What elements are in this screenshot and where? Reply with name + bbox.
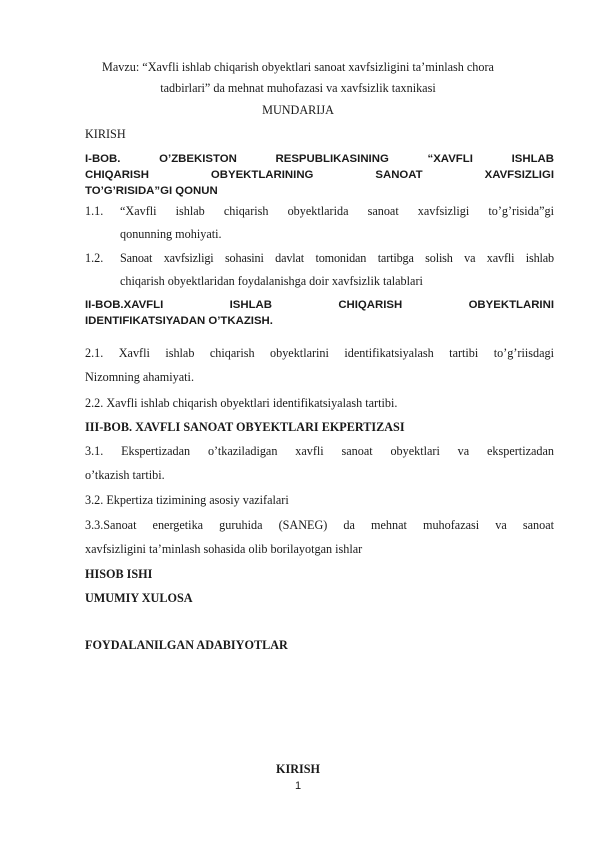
toc-section-2-2: 2.2. Xavfli ishlab chiqarish obyektlari identifikatsiyalash tartibi. <box>85 396 398 410</box>
toc-umumiy-xulosa: UMUMIY XULOSA <box>85 591 193 605</box>
toc-chapter-1-line-1 <box>85 152 554 167</box>
chapter-1-title-start: . O’ZBEKISTON RESPUBLIKASINING “XAVFLI ISHLAB <box>117 153 554 165</box>
toc-section-3-1-line-2: o’tkazish tartibi. <box>85 468 165 482</box>
toc-section-1-1-line-2: qonunning mohiyati. <box>120 227 222 241</box>
toc-section-2-1-line-1: 2.1. Xavfli ishlab chiqarish obyektlarini identifikatsiyalash tartibi to’g’riisdagi <box>85 346 554 360</box>
toc-adabiyotlar: FOYDALANILGAN ADABIYOTLAR <box>85 638 288 652</box>
toc-chapter-3: III-BOB. XAVFLI SANOAT OBYEKTLARI EKPERTIZASI <box>85 420 405 434</box>
toc-section-1-1-number: 1.1. <box>85 204 104 218</box>
toc-section-3-3-line-2: xavfsizligini ta’minlash sohasida olib borilayotgan ishlar <box>85 542 363 556</box>
toc-section-1-2-number: 1.2. <box>85 251 104 265</box>
toc-chapter-1-line-2: CHIQARISH OBYEKTLARINING SANOAT XAVFSIZLIGI <box>85 169 554 181</box>
toc-section-1-1-line-1: “Xavfli ishlab chiqarish obyektlarida sanoat xavfsizligi to’g’risida”gi <box>120 204 554 218</box>
topic-line-1: Mavzu: “Xavfli ishlab chiqarish obyektlari sanoat xavfsizligini ta’minlash chora <box>102 60 494 74</box>
toc-chapter-2-line-1: II-BOB.XAVFLI ISHLAB CHIQARISH OBYEKTLARINI <box>85 299 554 311</box>
topic-line-2: tadbirlari” da mehnat muhofazasi va xavfsizlik taxnikasi <box>160 81 436 95</box>
toc-section-2-1-line-2: Nizomning ahamiyati. <box>85 370 194 384</box>
toc-section-1-2-line-1: Sanoat xavfsizligi sohasini davlat tomonidan tartibga solish va xavfli ishlab <box>120 251 554 265</box>
toc-section-3-2: 3.2. Ekpertiza tizimining asosiy vazifalari <box>85 493 289 507</box>
toc-intro: KIRISH <box>85 127 126 141</box>
toc-title: MUNDARIJA <box>262 103 334 117</box>
next-section-heading: KIRISH <box>275 762 321 776</box>
toc-chapter-1-line-3: TO’G’RISIDA”GI QONUN <box>85 185 218 197</box>
toc-section-3-1-line-1: 3.1. Ekspertizadan o’tkaziladigan xavfli sanoat obyektlari va ekspertizadan <box>85 444 554 458</box>
page-number: 1 <box>294 780 302 792</box>
toc-section-1-2-line-2: chiqarish obyektlaridan foydalanishga doir xavfsizlik talablari <box>120 274 423 288</box>
toc-hisob-ishi: HISOB ISHI <box>85 567 153 581</box>
chapter-1-label: I-BOB <box>85 153 118 165</box>
toc-chapter-2-line-2: IDENTIFIKATSIYADAN O’TKAZISH. <box>85 315 273 327</box>
toc-section-3-3-line-1: 3.3.Sanoat energetika guruhida (SANEG) da mehnat muhofazasi va sanoat <box>85 518 554 532</box>
